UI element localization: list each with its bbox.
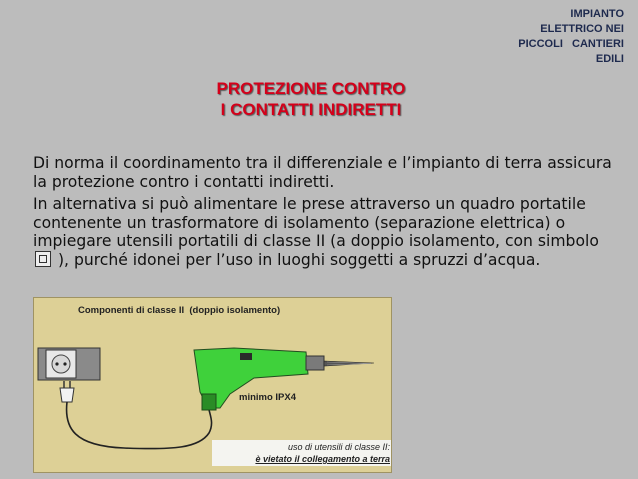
figure-note-line-2: è vietato il collegamento a terra xyxy=(255,454,390,464)
paragraph-2-part-1: In alternativa si può alimentare le prese attraverso un quadro portatile contenente un trasformatore di isolamento (separazione elettrica) o impiegare utensili portatili di classe II (a doppio isolamento, con simbolo xyxy=(33,195,599,251)
paragraph-2-part-2: ), purché idonei per l’uso in luoghi soggetti a spruzzi d’acqua. xyxy=(53,250,541,269)
corner-title-line-2: ELETTRICO NEI xyxy=(540,23,624,35)
slide-title xyxy=(196,78,426,120)
paragraph-1: Di norma il coordinamento tra il differenziale e l’impianto di terra assicura la protezione contro i contatti indiretti. xyxy=(33,154,612,191)
body-text xyxy=(33,154,613,274)
corner-title-line-3: PICCOLI CANTIERI xyxy=(518,38,624,50)
drill-switch xyxy=(240,353,252,360)
corner-title xyxy=(474,7,624,67)
corner-title-line-4: EDILI xyxy=(595,53,624,65)
socket-hole xyxy=(52,355,70,373)
paragraph-2 xyxy=(33,195,613,269)
double-insulation-symbol-icon xyxy=(35,251,51,267)
slide-title-line-2: I CONTATTI INDIRETTI xyxy=(220,100,402,119)
tool-cable xyxy=(67,402,212,449)
drill-chuck xyxy=(306,356,324,370)
figure-note xyxy=(212,440,392,466)
figure-caption: Componenti di classe II (doppio isolamento) xyxy=(78,305,281,316)
drill-handle-base xyxy=(202,394,216,410)
slide-title-line-1: PROTEZIONE CONTRO xyxy=(216,79,406,98)
class-ii-figure xyxy=(33,297,392,473)
corner-title-line-1: IMPIANTO xyxy=(570,8,624,20)
figure-note-line-1: uso di utensili di classe II: xyxy=(287,442,390,452)
plug-body xyxy=(60,388,74,402)
ipx-label: minimo IPX4 xyxy=(239,392,297,403)
